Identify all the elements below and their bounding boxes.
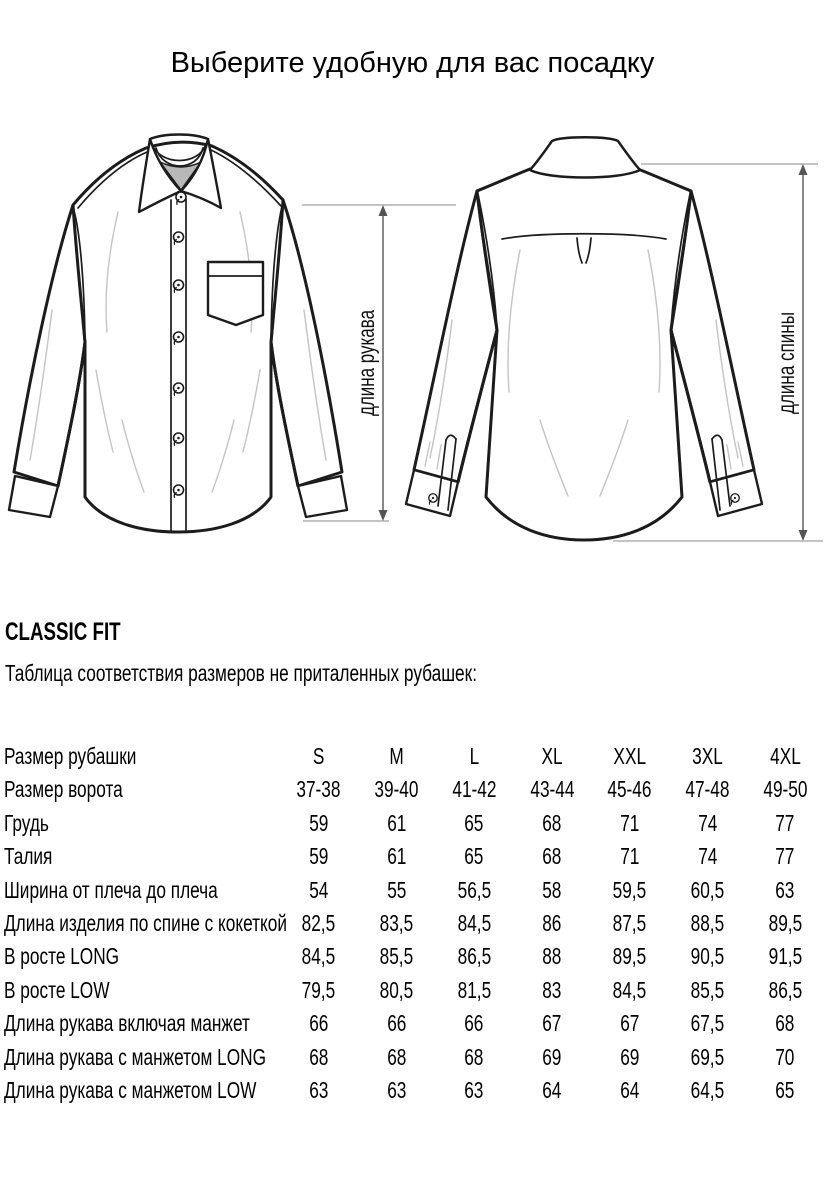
table-row-label: Длина рукава включая манжет: [4, 1010, 250, 1037]
table-cell: 59: [309, 809, 329, 836]
table-cell: 61: [386, 809, 407, 836]
fit-heading: CLASSIC FIT: [5, 618, 121, 646]
table-cell: 63: [775, 876, 795, 903]
table-cell: 70: [775, 1043, 795, 1070]
table-cell: 39-40: [374, 776, 419, 803]
table-cell: 66: [309, 1010, 329, 1037]
table-row-label: Длина рукава с манжетом LONG: [4, 1043, 266, 1070]
table-row-label: Размер рубашки: [4, 743, 137, 769]
table-cell: 68: [775, 1010, 795, 1037]
back-body: [477, 165, 691, 541]
table-cell: 60,5: [690, 876, 725, 903]
table-cell: XXL: [613, 743, 647, 769]
front-chest-pocket: [208, 262, 263, 325]
table-cell: 65: [464, 809, 484, 836]
table-cell: 64,5: [690, 1076, 725, 1103]
table-cell: 65: [464, 843, 484, 870]
page-title: Выберите удобную для вас посадку: [170, 47, 655, 79]
table-cell: 85,5: [690, 976, 725, 1003]
table-cell: 59,5: [612, 876, 647, 903]
table-cell: 66: [464, 1010, 484, 1037]
table-cell: 69: [542, 1043, 562, 1070]
table-cell: 79,5: [302, 976, 336, 1003]
table-cell: 71: [620, 843, 640, 870]
table-cell: 74: [697, 843, 718, 870]
table-cell: 91,5: [768, 943, 802, 970]
table-cell: 64: [620, 1076, 640, 1103]
table-cell: 63: [386, 1076, 407, 1103]
table-cell: M: [389, 743, 404, 769]
table-cell: S: [313, 743, 325, 769]
table-cell: 68: [542, 843, 562, 870]
table-cell: 64: [542, 1076, 562, 1103]
table-cell: 43-44: [529, 776, 575, 803]
table-cell: 67: [542, 1010, 562, 1037]
table-cell: 68: [309, 1043, 329, 1070]
table-row-label: Размер ворота: [4, 776, 123, 803]
table-cell: 68: [464, 1043, 484, 1070]
front-left-sleeve: [14, 205, 85, 486]
table-cell: 86,5: [768, 976, 802, 1003]
table-cell: 85,5: [379, 943, 414, 970]
table-cell: 47-48: [685, 776, 730, 803]
table-cell: 83: [542, 976, 562, 1003]
table-cell: 90,5: [690, 943, 725, 970]
table-cell: 68: [386, 1043, 407, 1070]
sleeve-length-label: длина рукава: [353, 272, 379, 416]
table-cell: 61: [386, 843, 407, 870]
table-cell: 89,5: [612, 943, 647, 970]
table-cell: 77: [775, 809, 795, 836]
table-cell: 82,5: [302, 909, 336, 936]
table-cell: 86: [542, 909, 562, 936]
table-row-label: Длина рукава с манжетом LOW: [4, 1076, 257, 1103]
table-cell: 67: [620, 1010, 640, 1037]
table-cell: 41-42: [452, 776, 497, 803]
table-cell: 80,5: [379, 976, 414, 1003]
back-length-label: длина спины: [773, 276, 799, 414]
table-cell: 84,5: [612, 976, 647, 1003]
front-right-sleeve: [271, 200, 342, 486]
table-caption: Таблица соответствия размеров не приталенных рубашек:: [5, 660, 477, 686]
table-row-label: В росте LOW: [4, 976, 110, 1003]
table-cell: 54: [309, 876, 329, 903]
table-row-label: Талия: [4, 843, 53, 870]
shirt-back-drawing: [406, 137, 762, 540]
table-cell: 49-50: [763, 776, 808, 803]
table-cell: 63: [309, 1076, 329, 1103]
table-cell: 81,5: [457, 976, 492, 1003]
table-cell: 74: [697, 809, 718, 836]
table-cell: 56,5: [457, 876, 492, 903]
table-cell: 4XL: [769, 743, 801, 769]
table-row-label: Длина изделия по спине с кокеткой: [4, 909, 288, 936]
table-cell: 69: [620, 1043, 640, 1070]
table-cell: 37-38: [296, 776, 341, 803]
table-cell: 86,5: [457, 943, 492, 970]
table-cell: 71: [620, 809, 640, 836]
table-cell: 69,5: [690, 1043, 725, 1070]
table-cell: 84,5: [457, 909, 492, 936]
table-cell: 77: [775, 843, 795, 870]
table-cell: 68: [542, 809, 562, 836]
table-cell: XL: [541, 743, 563, 769]
shirts-illustration: [0, 120, 825, 570]
table-cell: 65: [775, 1076, 795, 1103]
table-row-label: Ширина от плеча до плеча: [4, 876, 218, 903]
shirt-front-drawing: [9, 135, 347, 533]
table-cell: 63: [464, 1076, 484, 1103]
table-cell: 59: [309, 843, 329, 870]
table-row-label: Грудь: [4, 809, 49, 836]
table-row-label: В росте LONG: [4, 943, 120, 970]
table-cell: 83,5: [379, 909, 414, 936]
table-cell: 84,5: [302, 943, 336, 970]
table-cell: L: [469, 743, 480, 769]
table-cell: 55: [386, 876, 407, 903]
table-cell: 58: [542, 876, 562, 903]
table-cell: 67,5: [690, 1010, 725, 1037]
table-cell: 45-46: [607, 776, 652, 803]
table-cell: 88: [542, 943, 562, 970]
table-cell: 3XL: [692, 743, 723, 769]
table-cell: 87,5: [612, 909, 647, 936]
back-collar: [530, 137, 640, 177]
table-cell: 66: [386, 1010, 407, 1037]
table-cell: 89,5: [768, 909, 802, 936]
table-cell: 88,5: [690, 909, 725, 936]
size-table: [4, 740, 824, 1107]
